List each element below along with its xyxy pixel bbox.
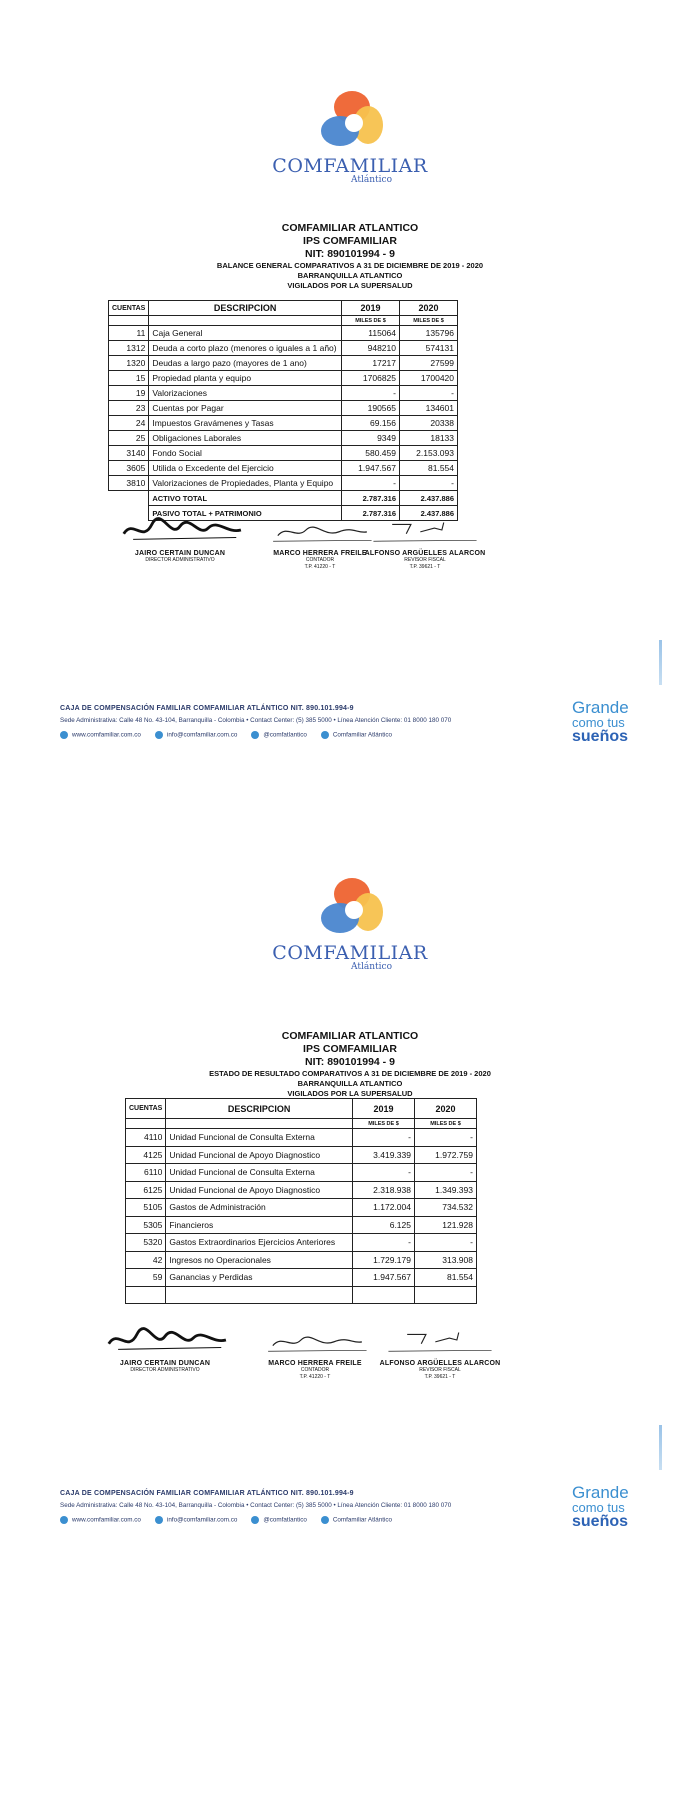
signature-name: MARCO HERRERA FREILE xyxy=(273,550,367,557)
table-row xyxy=(126,1164,477,1182)
account-code: 25 xyxy=(109,431,149,446)
signature-name: ALFONSO ARGÜELLES ALARCON xyxy=(379,1360,501,1367)
account-code: 19 xyxy=(109,386,149,401)
total-2020: 2.437.886 xyxy=(400,506,458,521)
signature-role: CONTADOR xyxy=(300,1367,330,1373)
table-row xyxy=(109,341,458,356)
unit-2019: MILES DE $ xyxy=(342,316,400,326)
slogan-line2: como tus xyxy=(572,715,625,730)
ips-name: IPS COMFAMILIAR xyxy=(303,1043,397,1055)
globe-icon xyxy=(60,1516,68,1524)
col-2020: 2020 xyxy=(415,1099,477,1119)
account-description: Caja General xyxy=(149,326,342,341)
col-2020: 2020 xyxy=(400,301,458,316)
table-row xyxy=(109,326,458,341)
value-2019: 115064 xyxy=(342,326,400,341)
footer-web[interactable]: www.comfamiliar.com.co xyxy=(60,1516,141,1524)
report-city: BARRANQUILLA ATLANTICO xyxy=(297,1079,403,1088)
value-2020: 574131 xyxy=(400,341,458,356)
account-code: 15 xyxy=(109,371,149,386)
signature-revisor xyxy=(345,515,505,571)
account-description: Ganancias y Perdidas xyxy=(166,1269,353,1287)
table-row xyxy=(109,446,458,461)
account-description: Utilida o Excedente del Ejercicio xyxy=(149,461,342,476)
signature-role: CONTADOR xyxy=(305,557,335,563)
account-code: 42 xyxy=(126,1251,166,1269)
value-2019: 1.947.567 xyxy=(342,461,400,476)
account-code: 4125 xyxy=(126,1146,166,1164)
value-2020: - xyxy=(415,1234,477,1252)
footer-links xyxy=(60,731,660,739)
report-city: BARRANQUILLA ATLANTICO xyxy=(297,271,403,280)
signature-scribble-icon xyxy=(365,515,485,545)
table-row xyxy=(109,401,458,416)
value-2019: 69.156 xyxy=(342,416,400,431)
instagram-twitter-icon xyxy=(251,1516,259,1524)
account-description: Deuda a corto plazo (menores o iguales a 1 año) xyxy=(149,341,342,356)
signature-tp: T.P. 39621 - T xyxy=(409,564,441,570)
account-description: Unidad Funcional de Consulta Externa xyxy=(166,1164,353,1182)
table-row xyxy=(126,1269,477,1287)
value-2020: 734.532 xyxy=(415,1199,477,1217)
value-2019: 1.172.004 xyxy=(353,1199,415,1217)
account-description: Impuestos Gravámenes y Tasas xyxy=(149,416,342,431)
logo-mark-icon xyxy=(310,872,390,944)
value-2019: - xyxy=(353,1234,415,1252)
side-mark xyxy=(659,640,662,685)
slogan xyxy=(572,700,652,744)
table-row xyxy=(126,1146,477,1164)
table-row xyxy=(126,1129,477,1147)
footer-email[interactable]: info@comfamiliar.com.co xyxy=(155,1516,237,1524)
account-description: Valorizaciones xyxy=(149,386,342,401)
col-2019: 2019 xyxy=(353,1099,415,1119)
footer-web[interactable]: www.comfamiliar.com.co xyxy=(60,731,141,739)
facebook-icon xyxy=(321,731,329,739)
footer-email[interactable]: info@comfamiliar.com.co xyxy=(155,731,237,739)
value-2020: - xyxy=(415,1164,477,1182)
account-code: 3140 xyxy=(109,446,149,461)
signature-director xyxy=(100,515,260,564)
table-row xyxy=(126,1216,477,1234)
footer-facebook[interactable]: Comfamiliar Atlántico xyxy=(321,731,392,739)
slogan-line1: Grande xyxy=(572,1483,629,1502)
footer-social[interactable]: @comfatlantico xyxy=(251,1516,307,1524)
col-descripcion: DESCRIPCION xyxy=(149,301,342,316)
account-code: 24 xyxy=(109,416,149,431)
org-name: COMFAMILIAR ATLANTICO xyxy=(281,1030,419,1042)
col-descripcion: DESCRIPCION xyxy=(166,1099,353,1119)
logo-subtitle: Atlántico xyxy=(351,175,392,185)
account-code: 5105 xyxy=(126,1199,166,1217)
account-description: Financieros xyxy=(166,1216,353,1234)
value-2019: - xyxy=(342,386,400,401)
unit-2019: MILES DE $ xyxy=(353,1119,415,1129)
table-row xyxy=(109,431,458,446)
logo-subtitle: Atlántico xyxy=(351,962,392,972)
account-code: 5305 xyxy=(126,1216,166,1234)
value-2019: - xyxy=(342,476,400,491)
value-2019: 1.729.179 xyxy=(353,1251,415,1269)
mail-icon xyxy=(155,731,163,739)
comfamiliar-logo xyxy=(270,872,430,972)
value-2020: 1.972.759 xyxy=(415,1146,477,1164)
account-description: Unidad Funcional de Apoyo Diagnostico xyxy=(166,1181,353,1199)
footer xyxy=(60,1490,660,1524)
value-2019: 17217 xyxy=(342,356,400,371)
signature-name: MARCO HERRERA FREILE xyxy=(268,1360,362,1367)
col-cuentas: CUENTAS xyxy=(109,301,149,316)
value-2020: 134601 xyxy=(400,401,458,416)
balance-table xyxy=(108,300,458,521)
report-title: BALANCE GENERAL COMPARATIVOS A 31 DE DICIEMBRE DE 2019 - 2020 xyxy=(216,261,484,270)
signature-tp: T.P. 41220 - T xyxy=(304,564,336,570)
account-code: 59 xyxy=(126,1269,166,1287)
account-description: Valorizaciones de Propiedades, Planta y Equipo xyxy=(149,476,342,491)
table-row xyxy=(109,386,458,401)
logo-mark-icon xyxy=(310,85,390,157)
signature-name: JAIRO CERTAIN DUNCAN xyxy=(119,1360,211,1367)
signature-revisor xyxy=(360,1325,520,1381)
signature-scribble-icon xyxy=(380,1325,500,1355)
account-code: 4110 xyxy=(126,1129,166,1147)
signature-scribble-icon xyxy=(255,1325,375,1355)
value-2020: 121.928 xyxy=(415,1216,477,1234)
signature-scribble-icon xyxy=(110,515,250,545)
account-code: 5320 xyxy=(126,1234,166,1252)
footer-company: CAJA DE COMPENSACIÓN FAMILIAR COMFAMILIAR ATLÁNTICO NIT. 890.101.994-9 xyxy=(60,705,354,712)
slogan-line3: sueños xyxy=(572,728,629,745)
slogan-line3: sueños xyxy=(572,1513,629,1530)
report-vig: VIGILADOS POR LA SUPERSALUD xyxy=(287,281,413,290)
report-heading xyxy=(0,1030,700,1099)
value-2019: 3.419.339 xyxy=(353,1146,415,1164)
signature-role: REVISOR FISCAL xyxy=(419,1367,461,1373)
table-row xyxy=(109,356,458,371)
value-2019: 948210 xyxy=(342,341,400,356)
table-row xyxy=(109,416,458,431)
org-name: COMFAMILIAR ATLANTICO xyxy=(281,222,419,234)
value-2020: 81.554 xyxy=(400,461,458,476)
footer-links xyxy=(60,1516,660,1524)
footer-address: Sede Administrativa: Calle 48 No. 43-104, Barranquilla - Colombia • Contact Center: (5) 385 5000 • Línea Atención Cliente: 01 8000 180 070 xyxy=(60,717,452,724)
total-label: PASIVO TOTAL + PATRIMONIO xyxy=(149,506,342,521)
account-code: 3605 xyxy=(109,461,149,476)
blank-row xyxy=(126,1286,477,1304)
account-code: 1312 xyxy=(109,341,149,356)
value-2020: - xyxy=(400,476,458,491)
value-2019: - xyxy=(353,1164,415,1182)
nit: NIT: 890101994 - 9 xyxy=(305,1056,395,1068)
footer-company: CAJA DE COMPENSACIÓN FAMILIAR COMFAMILIAR ATLÁNTICO NIT. 890.101.994-9 xyxy=(60,1490,354,1497)
value-2020: 18133 xyxy=(400,431,458,446)
signature-role: DIRECTOR ADMINISTRATIVO xyxy=(145,557,215,563)
account-description: Cuentas por Pagar xyxy=(149,401,342,416)
account-description: Gastos de Administración xyxy=(166,1199,353,1217)
signature-role: REVISOR FISCAL xyxy=(404,557,446,563)
value-2019: 2.318.938 xyxy=(353,1181,415,1199)
value-2020: 313.908 xyxy=(415,1251,477,1269)
signature-tp: T.P. 41220 - T xyxy=(299,1374,331,1380)
facebook-icon xyxy=(321,1516,329,1524)
value-2019: 6.125 xyxy=(353,1216,415,1234)
account-description: Ingresos no Operacionales xyxy=(166,1251,353,1269)
account-code: 6125 xyxy=(126,1181,166,1199)
value-2020: 2.153.093 xyxy=(400,446,458,461)
account-description: Fondo Social xyxy=(149,446,342,461)
footer-social[interactable]: @comfatlantico xyxy=(251,731,307,739)
value-2020: 135796 xyxy=(400,326,458,341)
total-2019: 2.787.316 xyxy=(342,506,400,521)
account-code: 1320 xyxy=(109,356,149,371)
table-row xyxy=(126,1234,477,1252)
value-2020: 1700420 xyxy=(400,371,458,386)
table-row xyxy=(126,1181,477,1199)
account-description: Deudas a largo pazo (mayores de 1 ano) xyxy=(149,356,342,371)
value-2020: - xyxy=(415,1129,477,1147)
page-estado-resultado xyxy=(0,900,700,1800)
value-2020: 81.554 xyxy=(415,1269,477,1287)
unit-2020: MILES DE $ xyxy=(400,316,458,326)
account-code: 6110 xyxy=(126,1164,166,1182)
footer-facebook[interactable]: Comfamiliar Atlántico xyxy=(321,1516,392,1524)
table-row xyxy=(109,476,458,491)
nit: NIT: 890101994 - 9 xyxy=(305,248,395,260)
report-title: ESTADO DE RESULTADO COMPARATIVOS A 31 DE DICIEMBRE DE 2019 - 2020 xyxy=(209,1069,491,1078)
logo-name: COMFAMILIAR xyxy=(272,942,428,964)
mail-icon xyxy=(155,1516,163,1524)
table-row xyxy=(109,461,458,476)
signature-tp: T.P. 39621 - T xyxy=(424,1374,456,1380)
unit-2020: MILES DE $ xyxy=(415,1119,477,1129)
logo-name: COMFAMILIAR xyxy=(272,155,428,177)
total-row xyxy=(109,491,458,506)
value-2019: 9349 xyxy=(342,431,400,446)
signature-name: JAIRO CERTAIN DUNCAN xyxy=(134,550,226,557)
signature-director xyxy=(85,1325,245,1374)
results-table xyxy=(125,1098,477,1304)
value-2019: 580.459 xyxy=(342,446,400,461)
value-2020: 1.349.393 xyxy=(415,1181,477,1199)
account-description: Unidad Funcional de Consulta Externa xyxy=(166,1129,353,1147)
value-2019: - xyxy=(353,1129,415,1147)
col-2019: 2019 xyxy=(342,301,400,316)
value-2020: 27599 xyxy=(400,356,458,371)
value-2019: 190565 xyxy=(342,401,400,416)
account-description: Unidad Funcional de Apoyo Diagnostico xyxy=(166,1146,353,1164)
col-cuentas: CUENTAS xyxy=(126,1099,166,1119)
signature-name: ALFONSO ARGÜELLES ALARCON xyxy=(364,550,486,557)
value-2020: - xyxy=(400,386,458,401)
footer xyxy=(60,705,660,739)
account-description: Obligaciones Laborales xyxy=(149,431,342,446)
table-row xyxy=(126,1199,477,1217)
side-mark xyxy=(659,1425,662,1470)
slogan xyxy=(572,1485,652,1529)
account-code: 23 xyxy=(109,401,149,416)
account-description: Propiedad planta y equipo xyxy=(149,371,342,386)
table-row xyxy=(109,371,458,386)
total-label: ACTIVO TOTAL xyxy=(149,491,342,506)
slogan-line2: como tus xyxy=(572,1500,625,1515)
total-2020: 2.437.886 xyxy=(400,491,458,506)
report-heading xyxy=(0,222,700,291)
signature-role: DIRECTOR ADMINISTRATIVO xyxy=(130,1367,200,1373)
signature-scribble-icon xyxy=(95,1325,235,1355)
comfamiliar-logo xyxy=(270,85,430,185)
account-code: 3810 xyxy=(109,476,149,491)
footer-address: Sede Administrativa: Calle 48 No. 43-104, Barranquilla - Colombia • Contact Center: (5) 385 5000 • Línea Atención Cliente: 01 8000 180 070 xyxy=(60,1502,452,1509)
instagram-twitter-icon xyxy=(251,731,259,739)
table-row xyxy=(126,1251,477,1269)
value-2020: 20338 xyxy=(400,416,458,431)
value-2019: 1706825 xyxy=(342,371,400,386)
account-code: 11 xyxy=(109,326,149,341)
total-2019: 2.787.316 xyxy=(342,491,400,506)
globe-icon xyxy=(60,731,68,739)
account-description: Gastos Extraordinarios Ejercicios Anteriores xyxy=(166,1234,353,1252)
report-vig: VIGILADOS POR LA SUPERSALUD xyxy=(287,1089,413,1098)
slogan-line1: Grande xyxy=(572,698,629,717)
value-2019: 1.947.567 xyxy=(353,1269,415,1287)
ips-name: IPS COMFAMILIAR xyxy=(303,235,397,247)
